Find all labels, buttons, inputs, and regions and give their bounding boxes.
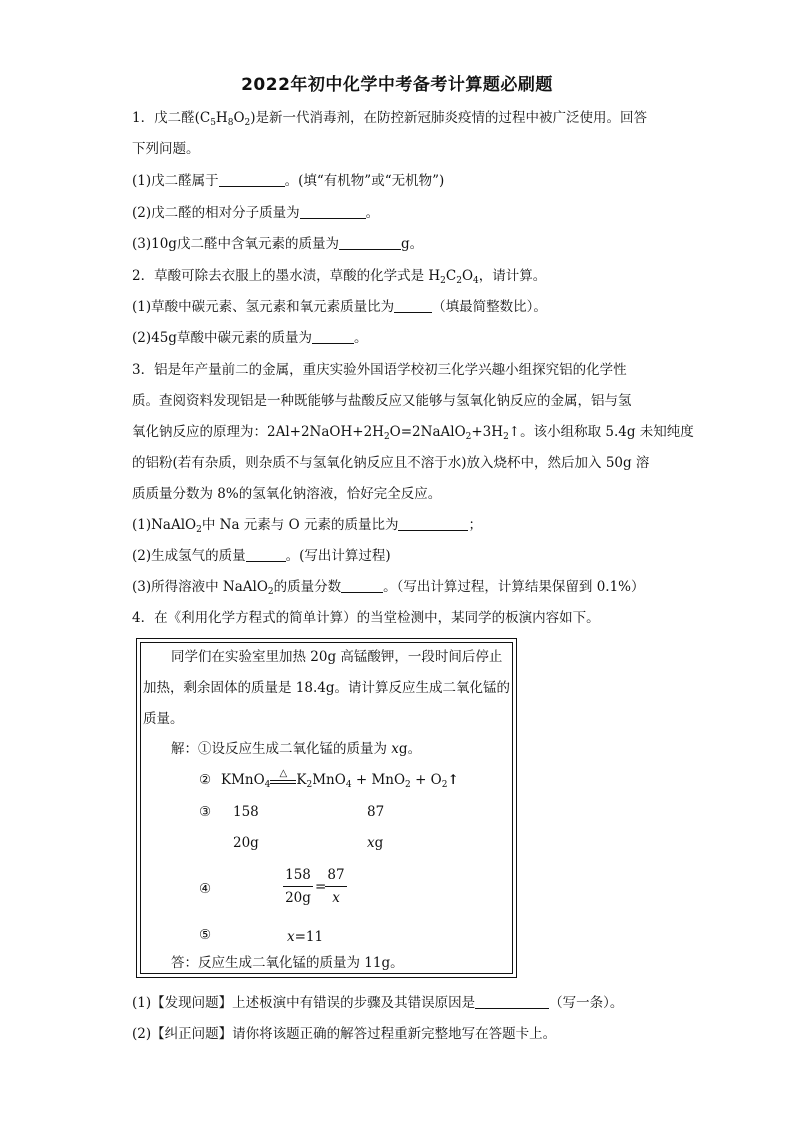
answer-blank[interactable]: [398, 516, 468, 531]
step3-molar-mass-mno2: 87: [367, 804, 385, 820]
gas-arrow-icon: ↑: [447, 772, 459, 788]
answer-blank[interactable]: [475, 994, 549, 1009]
q2-stem: 2．草酸可除去衣服上的墨水渍，草酸的化学式是 $H_2C_2O_4$，请计算。: [132, 268, 547, 286]
step2-number: ②: [199, 772, 212, 788]
q4-part1: (1)【发现问题】上述板演中有错误的步骤及其错误原因是 （写一条）。: [132, 995, 624, 1011]
fraction-numerator: 87: [327, 867, 345, 883]
q1-part1: (1)戊二醛属于 。(填“有机物”或“无机物”): [132, 173, 445, 189]
q1-stem-line1: 1．戊二醛$(C_5H_8O_2)$是新一代消毒剂，在防控新冠肺炎疫情的过程中被广泛使用。回答: [132, 110, 648, 128]
box-answer: 答：反应生成二氧化锰的质量为 11g。: [171, 955, 404, 971]
q3-part3: (3)所得溶液中 NaAlO$_2$的质量分数 。（写出计算过程，计算结果保留到 0.1%）: [132, 579, 645, 597]
box-problem-line2: 加热，剩余固体的质量是 18.4g。请计算反应生成二氧化锰的: [143, 680, 510, 696]
fraction-denominator: x: [332, 890, 340, 906]
step3-mass-mno2: xg: [367, 835, 384, 851]
answer-blank[interactable]: [341, 578, 383, 593]
q3-stem-line4: 的铝粉(若有杂质，则杂质不与氢氧化钠反应且不溶于水)放入烧杯中，然后加入 50g 溶: [132, 455, 650, 471]
answer-blank[interactable]: [339, 235, 401, 250]
q1-part2: (2)戊二醛的相对分子质量为 。: [132, 205, 380, 221]
step4-fraction-left: [283, 865, 313, 908]
q3-part1: (1)NaAlO$_2$中 Na 元素与 O 元素的质量比为 ；: [132, 517, 482, 535]
step3-mass-kmno4: 20g: [233, 835, 259, 851]
answer-blank[interactable]: [246, 547, 286, 562]
q3-stem-line3: 氧化钠反应的原理为：$2Al+2NaOH+2H_2O=2NaAlO_2+3H_2↑$。该小组称取 5.4g 未知纯度: [132, 424, 694, 442]
answer-blank[interactable]: [300, 204, 366, 219]
step5-number: ⑤: [199, 927, 212, 943]
step2-equation: KMnO$_4$ △ $K_2MnO_4 + MnO_2$ + $O_2↑$: [221, 770, 459, 790]
box-problem-line3: 质量。: [143, 711, 184, 727]
answer-blank[interactable]: [394, 298, 432, 313]
step3-molar-mass-kmno4: 158: [233, 804, 259, 820]
document-title: 2022年初中化学中考备考计算题必刷题: [241, 75, 553, 95]
q3-part2: (2)生成氢气的质量 。(写出计算过程): [132, 548, 391, 564]
box-problem-line1: 同学们在实验室里加热 20g 高锰酸钾，一段时间后停止: [171, 649, 503, 665]
step5-result: x=11: [287, 929, 324, 945]
q4-part2: (2)【纠正问题】请你将该题正确的解答过程重新完整地写在答题卡上。: [132, 1026, 557, 1042]
fraction-numerator: 158: [285, 867, 311, 883]
step4-number: ④: [199, 881, 212, 897]
q1-part3: (3)10g戊二醛中含氧元素的质量为 g。: [132, 236, 424, 252]
answer-blank[interactable]: [219, 172, 285, 187]
board-work-box: [136, 638, 517, 978]
step1-setup: 解：①设反应生成二氧化锰的质量为 xg。: [171, 741, 422, 757]
step3-number: ③: [199, 804, 212, 820]
q3-stem-line5: 质质量分数为 8%的氢氧化钠溶液，恰好完全反应。: [132, 486, 442, 502]
step4-equals: =: [315, 879, 327, 895]
q2-part2: (2)45g草酸中碳元素的质量为 。: [132, 330, 368, 346]
step4-fraction-right: [325, 865, 347, 908]
heat-condition-icon: △: [279, 768, 288, 779]
q4-stem: 4．在《利用化学方程式的简单计算）的当堂检测中，某同学的板演内容如下。: [132, 610, 600, 626]
q3-stem-line2: 质。查阅资料发现铝是一种既能够与盐酸反应又能够与氢氧化钠反应的金属，铝与氢: [132, 393, 632, 409]
answer-blank[interactable]: [312, 329, 354, 344]
q2-part1: (1)草酸中碳元素、氢元素和氧元素质量比为 （填最简整数比）。: [132, 299, 547, 315]
q1-stem-line2: 下列问题。: [132, 141, 200, 157]
q3-stem-line1: 3．铝是年产量前二的金属，重庆实验外国语学校初三化学兴趣小组探究铝的化学性: [132, 362, 627, 378]
fraction-denominator: 20g: [285, 890, 311, 906]
